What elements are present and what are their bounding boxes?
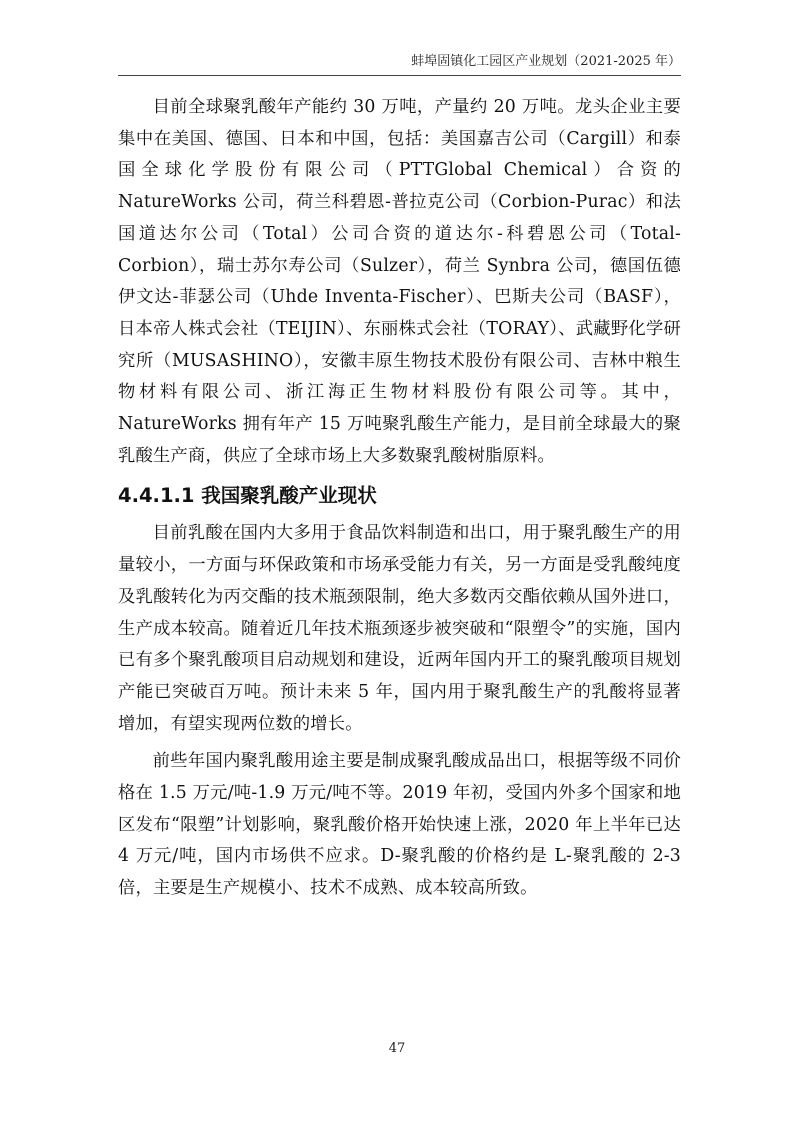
page-body xyxy=(118,92,681,905)
running-header: 蚌埠固镇化工园区产业规划（2021-2025 年） xyxy=(118,50,681,76)
body-paragraph: 目前全球聚乳酸年产能约 30 万吨，产量约 20 万吨。龙头企业主要集中在美国、德国、日本和中国，包括：美国嘉吉公司（Cargill）和泰国全球化学股份有限公司（PTTGlobal Chemical）合资的NatureWorks 公司，荷兰科碧恩-普拉克公司（Corbion-Purac）和法国道达尔公司（Total）公司合资的道达尔-科碧恩公司（Total-Corbion），瑞士苏尔寿公司（Sulzer），荷兰 Synbra 公司，德国伍德伊文达-菲瑟公司（Uhde Inventa-Fischer）、巴斯夫公司（BASF），日本帝人株式会社（TEIJIN）、东丽株式会社（TORAY）、武藏野化学研究所（MUSASHINO），安徽丰原生物技术股份有限公司、吉林中粮生物材料有限公司、浙江海正生物材料股份有限公司等。其中，NatureWorks 拥有年产 15 万吨聚乳酸生产能力，是目前全球最大的聚乳酸生产商，供应了全球市场上大多数聚乳酸树脂原料。 xyxy=(118,97,681,466)
section-heading: 4.4.1.1 我国聚乳酸产业现状 xyxy=(118,484,377,508)
page-number: 47 xyxy=(388,1041,406,1056)
body-paragraph: 前些年国内聚乳酸用途主要是制成聚乳酸成品出口，根据等级不同价格在 1.5 万元/吨-1.9 万元/吨不等。2019 年初，受国内外多个国家和地区发布“限塑”计划影响，聚乳酸价格开始快速上涨，2020 年上半年已达 4 万元/吨，国内市场供不应求。D-聚乳酸的价格约是 L-聚乳酸的 2-3 倍，主要是生产规模小、技术不成熟、成本较高所致。 xyxy=(118,751,681,899)
body-paragraph: 目前乳酸在国内大多用于食品饮料制造和出口，用于聚乳酸生产的用量较小，一方面与环保政策和市场承受能力有关，另一方面是受乳酸纯度及乳酸转化为丙交酯的技术瓶颈限制，绝大多数丙交酯依赖从国外进口，生产成本较高。随着近几年技术瓶颈逐步被突破和“限塑令”的实施，国内已有多个聚乳酸项目启动规划和建设，近两年国内开工的聚乳酸项目规划产能已突破百万吨。预计未来 5 年，国内用于聚乳酸生产的乳酸将显著增加，有望实现两位数的增长。 xyxy=(118,523,681,734)
